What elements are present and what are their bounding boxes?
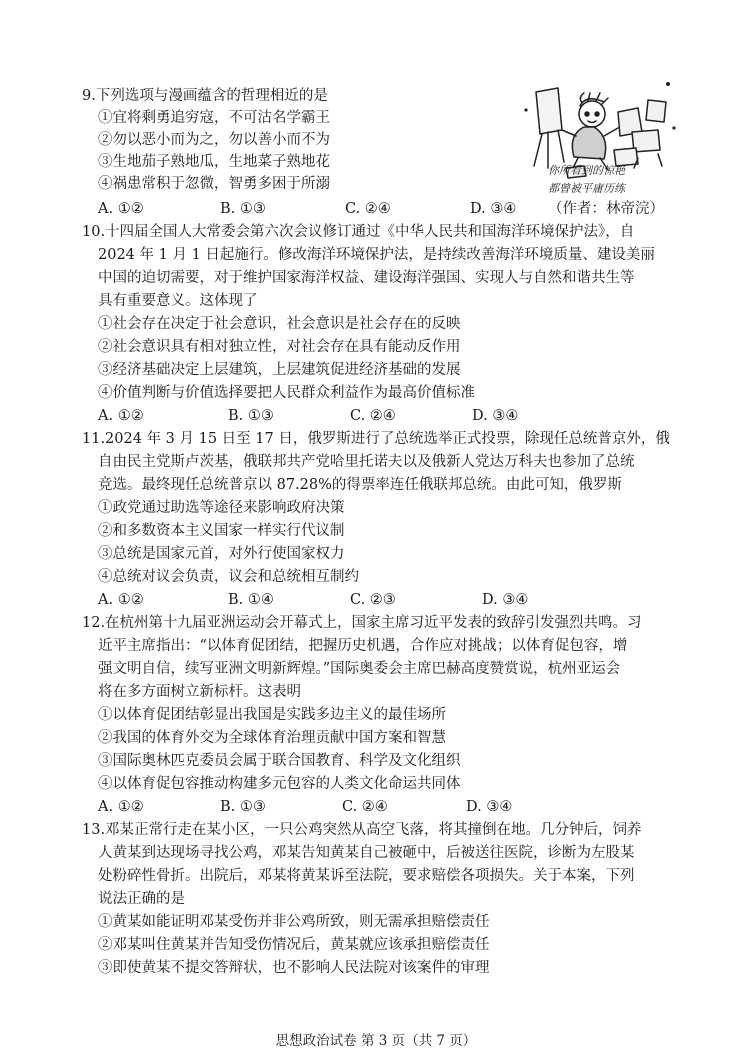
q10-option-c: C. ②④ [350, 408, 396, 424]
q9-option-d: D. ③④ [470, 201, 517, 217]
q11-item-1: ①政党通过助选等途径来影响政府决策 [98, 500, 345, 516]
q11-item-3: ③总统是国家元首，对外行使国家权力 [98, 546, 345, 562]
q10-item-4: ④价值判断与价值选择要把人民群众利益作为最高价值标准 [98, 385, 475, 401]
q12-stem-line-1: 12.在杭州第十九届亚洲运动会开幕式上，国家主席习近平发表的致辞引发强烈共鸣。习 [82, 615, 642, 631]
q12-item-4: ④以体育促包容推动构建多元包容的人类文化命运共同体 [98, 776, 461, 792]
q12-item-1: ①以体育促团结彰显出我国是实践多边主义的最佳场所 [98, 707, 446, 723]
q11-option-b: B. ①④ [228, 592, 274, 608]
q13-stem-line-2: 人黄某到达现场寻找公鸡，邓某告知黄某自己被砸中，后被送往医院，诊断为左股某 [98, 845, 635, 861]
q13-stem-line-1: 13.邓某正常行走在某小区，一只公鸡突然从高空飞落，将其撞倒在地。几分钟后，饲养 [82, 822, 642, 838]
q12-option-c: C. ②④ [342, 799, 388, 815]
q13-stem-line-3: 处粉碎性骨折。出院后，邓某将黄某诉至法院，要求赔偿各项损失。关于本案，下列 [98, 868, 635, 884]
q10-item-2: ②社会意识具有相对独立性，对社会存在具有能动反作用 [98, 339, 461, 355]
q10-stem-line-2: 2024 年 1 月 1 日起施行。修改海洋环境保护法，是持续改善海洋环境质量、建设美丽 [98, 247, 655, 263]
q9-option-b: B. ①③ [220, 201, 266, 217]
q9-cartoon-author: （作者：林帝浣） [548, 201, 664, 217]
q10-item-3: ③经济基础决定上层建筑，上层建筑促进经济基础的发展 [98, 362, 461, 378]
q13-item-3: ③即使黄某不提交答辩状，也不影响人民法院对该案件的审理 [98, 960, 490, 976]
cartoon-caption-line-2: 都曾被平庸历练 [548, 182, 625, 195]
q12-option-a: A. ①② [98, 799, 144, 815]
q10-option-b: B. ①③ [228, 408, 274, 424]
q9-option-a: A. ①② [98, 201, 144, 217]
q13-stem-line-4: 说法正确的是 [98, 891, 185, 907]
q9-item-1: ①宜将剩勇追穷寇，不可沽名学霸王 [98, 110, 330, 126]
q10-stem-line-4: 具有重要意义。这体现了 [98, 293, 258, 309]
q9-item-4: ④祸患常积于忽微，智勇多困于所溺 [98, 176, 330, 192]
q11-item-4: ④总统对议会负责，议会和总统相互制约 [98, 569, 359, 585]
q9-option-c: C. ②④ [345, 201, 391, 217]
q9-item-2: ②勿以恶小而为之，勿以善小而不为 [98, 132, 330, 148]
q12-stem-line-3: 强文明自信，续写亚洲文明新辉煌。”国际奥委会主席巴赫高度赞赏说，杭州亚运会 [98, 661, 621, 677]
q10-stem-line-1: 10.十四届全国人大常委会第六次会议修订通过《中华人民共和国海洋环境保护法》，自 [82, 224, 635, 240]
q10-option-a: A. ①② [98, 408, 144, 424]
q13-item-1: ①黄某如能证明邓某受伤并非公鸡所致，则无需承担赔偿责任 [98, 914, 490, 930]
q12-item-3: ③国际奥林匹克委员会属于联合国教育、科学及文化组织 [98, 753, 461, 769]
q12-option-b: B. ①③ [220, 799, 266, 815]
q11-option-a: A. ①② [98, 592, 144, 608]
q12-stem-line-2: 近平主席指出：“以体育促团结，把握历史机遇，合作应对挑战；以体育促包容，增 [98, 638, 628, 654]
q9-item-3: ③生地茄子熟地瓜，生地菜子熟地花 [98, 154, 330, 170]
q11-stem-line-3: 竞选。最终现任总统普京以 87.28%的得票率连任俄联邦总统。由此可知，俄罗斯 [98, 477, 622, 493]
q10-item-1: ①社会存在决定于社会意识，社会意识是社会存在的反映 [98, 316, 461, 332]
q11-option-d: D. ③④ [482, 592, 529, 608]
q10-stem-line-3: 中国的迫切需要，对于维护国家海洋权益、建设海洋强国、实现人与自然和谐共生等 [98, 270, 635, 286]
page-footer: 思想政治试卷 第 3 页（共 7 页） [275, 1033, 477, 1049]
q13-item-2: ②邓某叫住黄某并告知受伤情况后，黄某就应该承担赔偿责任 [98, 937, 490, 953]
q11-item-2: ②和多数资本主义国家一样实行代议制 [98, 523, 345, 539]
q10-option-d: D. ③④ [472, 408, 519, 424]
q11-stem-line-1: 11.2024 年 3 月 15 日至 17 日，俄罗斯进行了总统选举正式投票，除现任总统普京外，俄 [82, 431, 670, 447]
q11-stem-line-2: 自由民主党斯卢茨基，俄联邦共产党哈里托诺夫以及俄新人党达万科夫也参加了总统 [98, 454, 635, 470]
cartoon-caption-line-1: 你所看到的惊艳 [548, 164, 625, 177]
q11-option-c: C. ②③ [350, 592, 396, 608]
q9-stem: 9.下列选项与漫画蕴含的哲理相近的是 [82, 88, 328, 104]
q12-option-d: D. ③④ [466, 799, 513, 815]
q12-item-2: ②我国的体育外交为全球体育治理贡献中国方案和智慧 [98, 730, 446, 746]
q12-stem-line-4: 将在多方面树立新标杆。这表明 [98, 684, 301, 700]
